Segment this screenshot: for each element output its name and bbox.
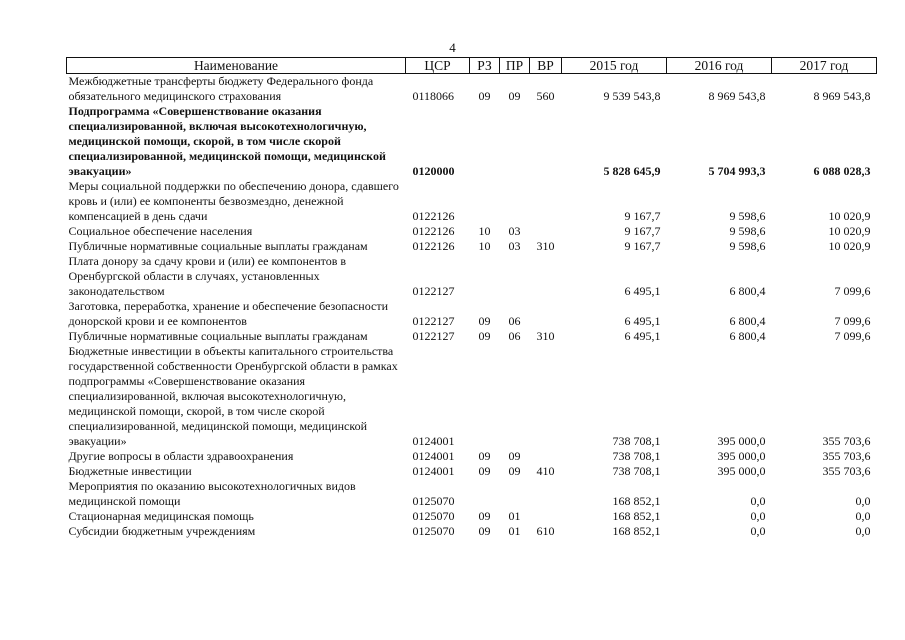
cell-2017: 0,0 <box>855 509 871 523</box>
cell-2017: 355 703,6 <box>822 434 871 448</box>
cell-csr: 0122127 <box>412 284 455 298</box>
cell-name: Мероприятия по оказанию высокотехнологичных видов медицинской помощи <box>68 479 356 508</box>
cell-rz: 10 <box>478 239 491 253</box>
cell-vr <box>530 449 562 464</box>
cell-pr <box>500 479 530 509</box>
cell-pr: 03 <box>508 239 521 253</box>
cell-2015: 738 708,1 <box>612 449 661 463</box>
table-row <box>67 344 877 449</box>
cell-2017: 10 020,9 <box>828 239 871 253</box>
budget-table <box>66 57 877 539</box>
cell-csr: 0124001 <box>412 464 455 478</box>
cell-csr: 0122126 <box>412 209 455 223</box>
cell-name: Другие вопросы в области здравоохранения <box>68 449 294 463</box>
cell-2016: 9 598,6 <box>729 224 766 238</box>
cell-csr: 0122127 <box>412 329 455 343</box>
table-header-row <box>67 58 877 74</box>
cell-vr: 560 <box>536 89 555 103</box>
cell-2017: 8 969 543,8 <box>813 89 871 103</box>
cell-2015: 6 495,1 <box>624 314 661 328</box>
cell-vr <box>530 224 562 239</box>
table-row <box>67 74 877 105</box>
cell-vr: 610 <box>536 524 555 538</box>
cell-csr: 0122126 <box>412 239 455 253</box>
cell-csr: 0122126 <box>412 224 455 238</box>
cell-2017: 6 088 028,3 <box>813 164 871 178</box>
cell-pr: 09 <box>508 89 521 103</box>
table-row <box>67 179 877 224</box>
cell-2016: 5 704 993,3 <box>708 164 766 178</box>
cell-csr: 0124001 <box>412 434 455 448</box>
cell-2017: 0,0 <box>855 494 871 508</box>
cell-2015: 168 852,1 <box>612 509 661 523</box>
cell-csr: 0118066 <box>412 89 455 103</box>
table-row <box>67 224 877 239</box>
cell-rz <box>470 179 500 224</box>
cell-name: Бюджетные инвестиции <box>68 464 192 478</box>
cell-rz <box>470 254 500 299</box>
cell-csr: 0125070 <box>412 524 455 538</box>
cell-2015: 5 828 645,9 <box>603 164 661 178</box>
cell-2016: 0,0 <box>750 524 766 538</box>
cell-2016: 395 000,0 <box>717 449 766 463</box>
cell-2016: 9 598,6 <box>729 239 766 253</box>
cell-pr <box>500 104 530 179</box>
cell-csr: 0125070 <box>412 494 455 508</box>
table-row <box>67 509 877 524</box>
cell-rz: 09 <box>478 89 491 103</box>
table-row <box>67 299 877 329</box>
table-row <box>67 239 877 254</box>
cell-rz: 09 <box>478 464 491 478</box>
cell-name: Социальное обеспечение населения <box>68 224 253 238</box>
table-row <box>67 479 877 509</box>
cell-rz: 09 <box>478 509 491 523</box>
cell-2017: 0,0 <box>855 524 871 538</box>
cell-csr: 0122127 <box>412 314 455 328</box>
cell-name: Публичные нормативные социальные выплаты гражданам <box>68 329 368 343</box>
cell-name: Стационарная медицинская помощь <box>68 509 254 523</box>
cell-vr: 410 <box>536 464 555 478</box>
header-2017: 2017 год <box>772 58 877 74</box>
cell-vr <box>530 254 562 299</box>
cell-rz <box>470 344 500 449</box>
cell-2015: 9 539 543,8 <box>603 89 661 103</box>
cell-2016: 6 800,4 <box>729 284 766 298</box>
header-pr: ПР <box>500 58 530 74</box>
cell-pr: 01 <box>508 524 521 538</box>
cell-2015: 168 852,1 <box>612 524 661 538</box>
cell-pr: 03 <box>508 224 521 238</box>
cell-2017: 10 020,9 <box>828 209 871 223</box>
cell-csr: 0120000 <box>412 164 455 178</box>
cell-rz <box>470 104 500 179</box>
cell-2015: 9 167,7 <box>624 209 661 223</box>
cell-vr <box>530 479 562 509</box>
cell-vr <box>530 509 562 524</box>
cell-pr: 06 <box>508 329 521 343</box>
cell-2015: 6 495,1 <box>624 329 661 343</box>
cell-2016: 0,0 <box>750 494 766 508</box>
cell-2017: 10 020,9 <box>828 224 871 238</box>
header-csr: ЦСР <box>406 58 470 74</box>
cell-2016: 395 000,0 <box>717 434 766 448</box>
cell-name: Заготовка, переработка, хранение и обеспечение безопасности донорской крови и ее компонентов <box>68 299 389 328</box>
cell-2016: 395 000,0 <box>717 464 766 478</box>
table-row <box>67 329 877 344</box>
cell-pr <box>500 344 530 449</box>
cell-2017: 7 099,6 <box>834 329 871 343</box>
cell-2017: 7 099,6 <box>834 314 871 328</box>
table-row <box>67 524 877 539</box>
table-row <box>67 104 877 179</box>
cell-pr: 09 <box>508 449 521 463</box>
cell-vr: 310 <box>536 329 555 343</box>
cell-pr <box>500 254 530 299</box>
cell-rz: 09 <box>478 524 491 538</box>
cell-vr <box>530 299 562 329</box>
cell-2017: 355 703,6 <box>822 464 871 478</box>
cell-2016: 8 969 543,8 <box>708 89 766 103</box>
cell-2016: 0,0 <box>750 509 766 523</box>
cell-2016: 9 598,6 <box>729 209 766 223</box>
cell-name: Межбюджетные трансферты бюджету Федерального фонда обязательного медицинского страхования <box>68 74 374 103</box>
cell-vr <box>530 104 562 179</box>
cell-pr: 01 <box>508 509 521 523</box>
cell-name: Публичные нормативные социальные выплаты гражданам <box>68 239 368 253</box>
cell-pr <box>500 179 530 224</box>
header-rz: РЗ <box>470 58 500 74</box>
cell-vr <box>530 179 562 224</box>
cell-name: Субсидии бюджетным учреждениям <box>68 524 256 538</box>
cell-vr <box>530 344 562 449</box>
cell-2016: 6 800,4 <box>729 329 766 343</box>
cell-csr: 0125070 <box>412 509 455 523</box>
header-2016: 2016 год <box>667 58 772 74</box>
cell-2015: 9 167,7 <box>624 224 661 238</box>
cell-2015: 738 708,1 <box>612 464 661 478</box>
cell-name: Плата донору за сдачу крови и (или) ее компонентов в Оренбургской области в случаях, установленных законодательством <box>68 254 347 298</box>
cell-2015: 738 708,1 <box>612 434 661 448</box>
cell-2017: 355 703,6 <box>822 449 871 463</box>
cell-name: Меры социальной поддержки по обеспечению донора, сдавшего кровь и (или) ее компоненты безвозмездно, денежной компенсацией в день сдачи <box>68 179 399 223</box>
cell-name: Бюджетные инвестиции в объекты капитального строительства государственной собственности Оренбургской области в рамках подпрограммы «Совершенствование оказания специализированной, включая высокотехнологичную, медицинской помощи, скорой, в том числе скорой специализированной, медицинской помощи, медицинской эвакуации» <box>68 344 398 448</box>
cell-2015: 9 167,7 <box>624 239 661 253</box>
cell-2016: 6 800,4 <box>729 314 766 328</box>
table-row <box>67 449 877 464</box>
cell-pr: 09 <box>508 464 521 478</box>
cell-rz: 09 <box>478 329 491 343</box>
cell-rz: 09 <box>478 314 491 328</box>
cell-vr: 310 <box>536 239 555 253</box>
cell-rz <box>470 479 500 509</box>
cell-rz: 10 <box>478 224 491 238</box>
table-row <box>67 464 877 479</box>
page-number: 4 <box>449 40 456 55</box>
cell-pr: 06 <box>508 314 521 328</box>
cell-2015: 168 852,1 <box>612 494 661 508</box>
cell-2017: 7 099,6 <box>834 284 871 298</box>
header-vr: ВР <box>530 58 562 74</box>
table-row <box>67 254 877 299</box>
table-body <box>67 74 877 540</box>
cell-rz: 09 <box>478 449 491 463</box>
header-name: Наименование <box>67 58 406 74</box>
cell-2015: 6 495,1 <box>624 284 661 298</box>
cell-csr: 0124001 <box>412 449 455 463</box>
cell-name: Подпрограмма «Совершенствование оказания специализированной, включая высокотехнологичную, медицинской помощи, скорой, в том числе скорой специализированной, медицинской помощи, медицинской эвакуации» <box>68 104 386 178</box>
header-2015: 2015 год <box>562 58 667 74</box>
